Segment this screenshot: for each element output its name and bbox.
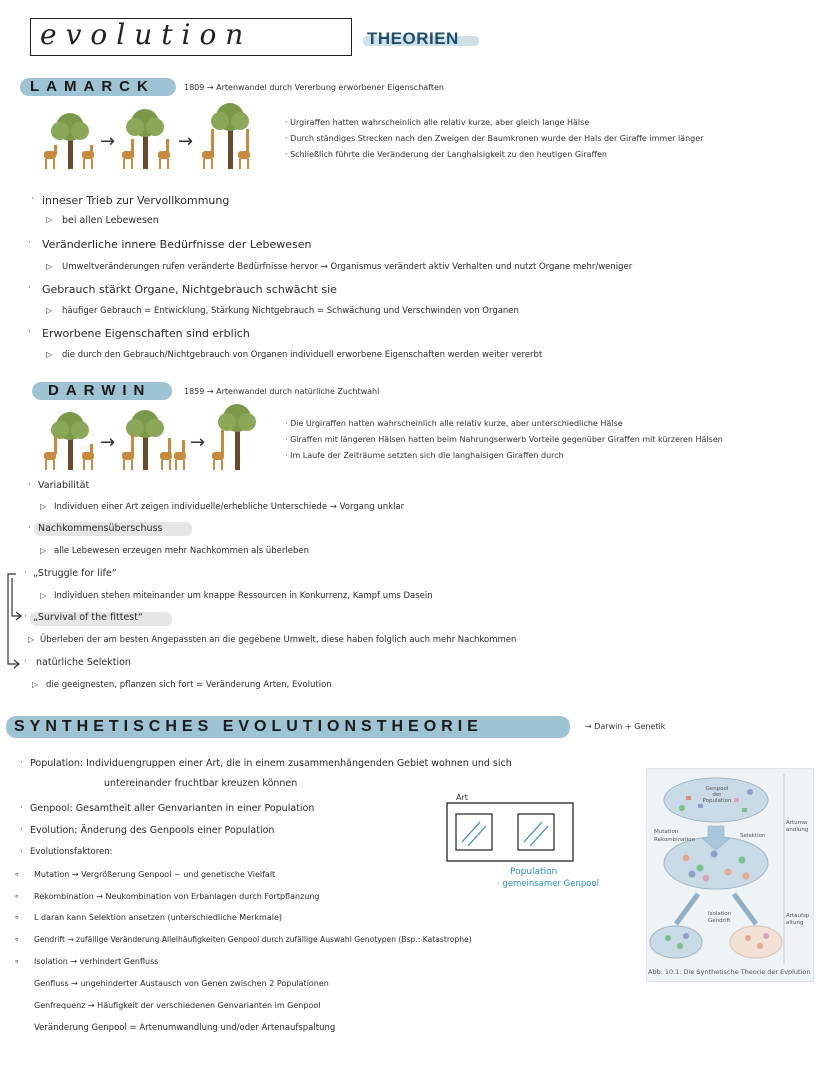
darwin-note: · Die Urgiraffen hatten wahrscheinlich alle relativ kurze, aber unterschiedliche Hälse: [285, 419, 623, 428]
synthetic-heading: SYNTHETISCHES EVOLUTIONSTHEORIE: [14, 718, 483, 735]
darwin-point-title: Nachkommensüberschuss: [38, 523, 163, 534]
tree-icon: [211, 103, 249, 169]
synthetic-line: Gendrift → zufällige Veränderung Allelhäufigkeiten Genpool durch zufällige Auswahl Genotypen (Bsp.: Katastrophe): [34, 935, 472, 944]
darwin-year-line: 1859 → Artenwandel durch natürliche Zuchtwahl: [184, 387, 380, 396]
bracket-arrows: [2, 568, 35, 678]
triangle-icon: ▷: [40, 546, 47, 555]
synthetic-line: Evolution: Änderung des Genpools einer Population: [30, 825, 275, 836]
lamarck-point-title: Veränderliche innere Bedürfnisse der Lebewesen: [42, 238, 312, 251]
figure-artumwandlung: Artumwandlung: [786, 820, 809, 833]
synthetic-line: Mutation → Vergrößerung Genpool ~ und genetische Vielfalt: [34, 870, 276, 879]
darwin-point-sub: alle Lebewesen erzeugen mehr Nachkommen als überleben: [54, 546, 309, 556]
synthetic-line: Rekombination → Neukombination von Erbanlagen durch Fortpflanzung: [34, 892, 320, 901]
figure-genpool-text: Genpool der Population: [702, 786, 732, 804]
figure-gendrift: Gendrift: [708, 918, 731, 924]
art-population-diagram: [446, 802, 576, 864]
synthetic-line: Population: Individuengruppen einer Art, die in einem zusammenhängenden Gebiet wohnen und sich: [30, 758, 512, 769]
arrow-icon: →: [178, 131, 194, 152]
page-title: evolution: [40, 18, 253, 51]
synthetic-aside: → Darwin + Genetik: [585, 722, 666, 731]
circle-bullet-icon: ∘: [14, 870, 20, 880]
circle-bullet-icon: ∘: [14, 957, 20, 967]
synthetic-line: L daran kann Selektion ansetzen (unterschiedliche Merkmale): [34, 913, 282, 922]
darwin-point-sub: die geeignesten, pflanzen sich fort = Veränderung Arten, Evolution: [46, 680, 332, 690]
figure-mutation: Mutation: [654, 829, 679, 835]
bullet-icon: ·: [28, 480, 31, 490]
lamarck-point-sub: die durch den Gebrauch/Nichtgebrauch von Organen individuell erworbene Eigenschaften werden weiter vererbt: [62, 350, 543, 360]
lamarck-note: · Schließlich führte die Veränderung der Langhalsigkeit zu den heutigen Giraffen: [285, 150, 607, 159]
triangle-icon: ▷: [28, 635, 35, 644]
darwin-point-title: „Survival of the fittest“: [33, 612, 143, 623]
circle-bullet-icon: ∘: [14, 935, 20, 945]
circle-bullet-icon: ∘: [14, 913, 20, 923]
synthetic-line: Genpool: Gesamtheit aller Genvarianten in einer Population: [30, 803, 315, 814]
genpool-label: · gemeinsamer Genpool: [497, 879, 599, 889]
figure-selektion: Selektion: [740, 833, 766, 839]
triangle-icon: ▷: [46, 262, 53, 271]
lamarck-year-line: 1809 → Artenwandel durch Vererbung erworbener Eigenschaften: [184, 83, 444, 92]
lamarck-note: · Durch ständiges Strecken nach den Zweigen der Baumkronen wurde der Hals der Giraffe immer länger: [285, 134, 704, 143]
lamarck-point-sub: Umweltveränderungen rufen veränderte Bedürfnisse hervor → Organismus verändert aktiv Verhalten und nutzt Organe mehr/weniger: [62, 262, 633, 272]
lamarck-heading: LAMARCK: [30, 78, 155, 95]
art-label: Art: [456, 793, 468, 802]
population-label: Population: [510, 867, 558, 877]
lamarck-point-title: Gebrauch stärkt Organe, Nichtgebrauch schwächt sie: [42, 283, 337, 296]
bullet-icon: ·: [31, 194, 34, 204]
figure-isolation: Isolation: [708, 911, 732, 917]
bullet-icon: ·: [20, 847, 23, 857]
arrow-icon: →: [190, 432, 206, 453]
darwin-point-title: „Struggle for life“: [33, 568, 117, 579]
lamarck-point-sub: bei allen Lebewesen: [62, 215, 159, 226]
synthetic-line: Genfrequenz → Häufigkeit der verschiedenen Genvarianten im Genpool: [34, 1001, 321, 1010]
triangle-icon: ▷: [46, 306, 53, 315]
synthetic-line: Genfluss → ungehinderter Austausch von Genen zwischen 2 Populationen: [34, 979, 329, 988]
bullet-icon: ·: [28, 238, 31, 248]
lamarck-point-title: inneser Trieb zur Vervollkommung: [42, 194, 230, 207]
darwin-heading: DARWIN: [48, 382, 152, 399]
arrow-icon: →: [100, 131, 116, 152]
bullet-icon: ·: [24, 657, 27, 667]
darwin-giraffe-illustration: [40, 404, 260, 474]
darwin-point-sub: Überleben der am besten Angepassten an die gegebene Umwelt, diese haben folglich auch mehr Nachkommen: [40, 635, 517, 645]
figure-caption: Abb. 10.1: Die Synthetische Theorie der Evolution: [648, 968, 811, 976]
bullet-icon: ·: [24, 612, 27, 622]
bullet-icon: ·: [20, 758, 23, 768]
arrow-icon: →: [100, 432, 116, 453]
figure-artaufspaltung: Artaufspaltung: [786, 913, 810, 926]
darwin-point-title: natürliche Selektion: [36, 657, 131, 668]
triangle-icon: ▷: [40, 502, 47, 511]
giraffe-icon: [202, 129, 250, 169]
synthetic-line: Veränderung Genpool = Artenumwandlung und/oder Artenaufspaltung: [34, 1023, 336, 1033]
darwin-note: · Giraffen mit längeren Hälsen hatten beim Nahrungserwerb Vorteile gegenüber Giraffen mit kürzeren Hälsen: [285, 435, 723, 444]
lamarck-point-sub: häufiger Gebrauch = Entwicklung, Stärkung Nichtgebrauch = Schwächung und Verschwinden von Organen: [62, 306, 519, 316]
triangle-icon: ▷: [46, 215, 53, 224]
synthetic-line: untereinander fruchtbar kreuzen können: [104, 778, 298, 789]
figure-rekombination: Rekombination: [654, 837, 696, 843]
giraffe-icon: [122, 434, 186, 470]
triangle-icon: ▷: [32, 680, 39, 689]
giraffe-icon: [212, 430, 224, 470]
darwin-point-sub: Individuen stehen miteinander um knappe Ressourcen in Konkurrenz, Kampf ums Dasein: [54, 591, 433, 601]
darwin-point-sub: Individuen einer Art zeigen individuelle/erhebliche Unterschiede → Vorgang unklar: [54, 502, 405, 512]
page-subtitle: THEORIEN: [367, 29, 459, 48]
lamarck-giraffe-illustration: [40, 103, 260, 173]
bullet-icon: ·: [20, 803, 23, 813]
triangle-icon: ▷: [46, 350, 53, 359]
triangle-icon: ▷: [40, 591, 47, 600]
darwin-note: · Im Laufe der Zeiträume setzten sich die langhalsigen Giraffen durch: [285, 451, 564, 460]
darwin-point-title: Variabilität: [38, 480, 90, 491]
bullet-icon: ·: [24, 568, 27, 578]
bullet-icon: ·: [28, 523, 31, 533]
bullet-icon: ·: [20, 825, 23, 835]
synthetic-line: Isolation → verhindert Genfluss: [34, 957, 159, 966]
circle-bullet-icon: ∘: [14, 892, 20, 902]
bullet-icon: ·: [28, 327, 31, 337]
lamarck-note: · Urgiraffen hatten wahrscheinlich alle relativ kurze, aber gleich lange Hälse: [285, 118, 590, 127]
lamarck-point-title: Erworbene Eigenschaften sind erblich: [42, 327, 250, 340]
bullet-icon: ·: [28, 283, 31, 293]
synthetic-line: Evolutionsfaktoren:: [30, 847, 113, 857]
